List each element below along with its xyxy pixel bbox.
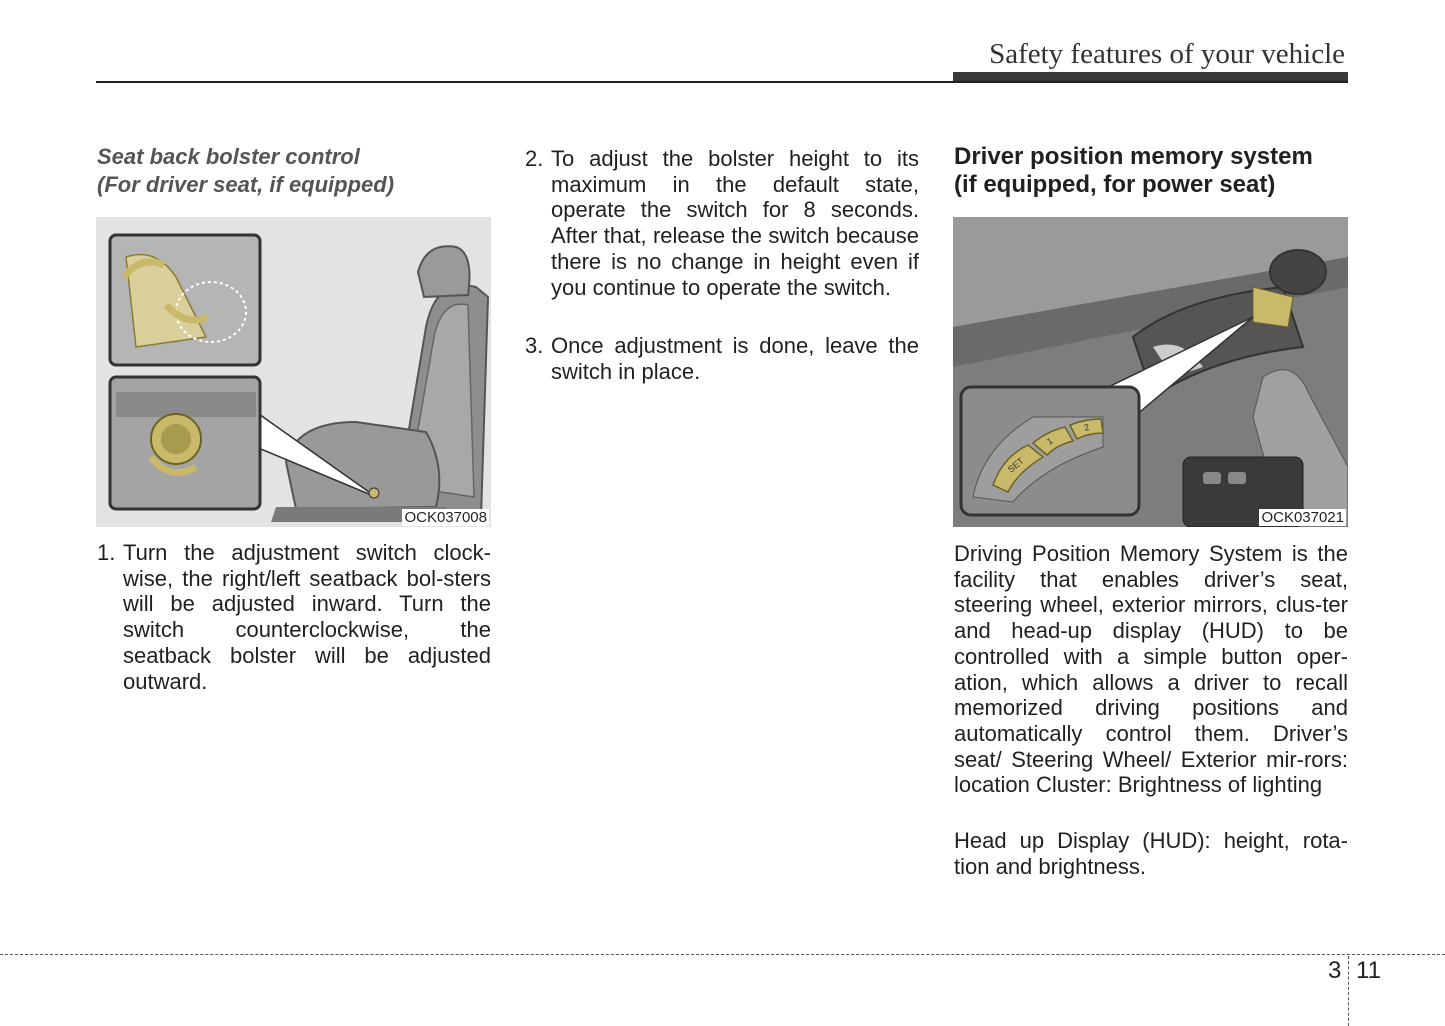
step-number: 2.	[525, 146, 544, 171]
chapter-number: 3	[1328, 957, 1342, 984]
step-text: To adjust the bolster height to its maximum in the default state, operate the switch for 8 seconds. After that, release the switch because there is no change in height even if you continue to operate the switch.	[551, 146, 919, 300]
running-header: Safety features of your vehicle	[989, 38, 1345, 70]
step-text: Once adjustment is done, leave the switch in place.	[551, 333, 919, 384]
figure-code: OCK037021	[1261, 509, 1344, 526]
section-subheading	[97, 143, 497, 199]
paragraph-description: Driving Position Memory System is the facility that enables driver’s seat, steering wheel, exterior mirrors, clus-ter and head-up display (HUD) to be controlled with a simple button oper-ation, which allows a driver to recall memorized driving positions and automatically control them. Driver’s seat/ Steering Wheel/ Exterior mir-rors: location Cluster: Brightness of lighting	[954, 541, 1348, 798]
door-panel-illustration	[953, 217, 1348, 527]
step-1	[97, 540, 491, 694]
seat-bolster-figure	[96, 217, 491, 527]
header-rule	[96, 81, 1348, 83]
footer-divider	[0, 954, 1445, 955]
section-heading	[954, 143, 1354, 199]
page-number: 11	[1356, 957, 1381, 984]
paragraph-hud: Head up Display (HUD): height, rota-tion and brightness.	[954, 828, 1348, 879]
subheading-line2: (For driver seat, if equipped)	[97, 172, 395, 197]
heading-line1: Driver position memory system	[954, 143, 1313, 170]
seat-illustration	[96, 217, 491, 527]
memory-system-figure	[953, 217, 1348, 527]
step-3	[525, 333, 919, 384]
footer-vertical-divider	[1348, 956, 1349, 1026]
step-2	[525, 146, 919, 300]
heading-line2: (if equipped, for power seat)	[954, 171, 1276, 198]
step-text: Turn the adjustment switch clock-wise, the right/left seatback bol-sters will be adjusted inward. Turn the switch counterclockwise, the seatback bolster will be adjusted outward.	[123, 540, 491, 694]
subheading-line1: Seat back bolster control	[97, 144, 360, 169]
step-number: 1.	[97, 540, 116, 565]
step-number: 3.	[525, 333, 544, 358]
set-button-label: SET	[1005, 455, 1026, 475]
figure-code: OCK037008	[404, 509, 487, 526]
memory-button-1-label: 1	[1045, 435, 1055, 447]
memory-button-2-label: 2	[1082, 421, 1091, 433]
